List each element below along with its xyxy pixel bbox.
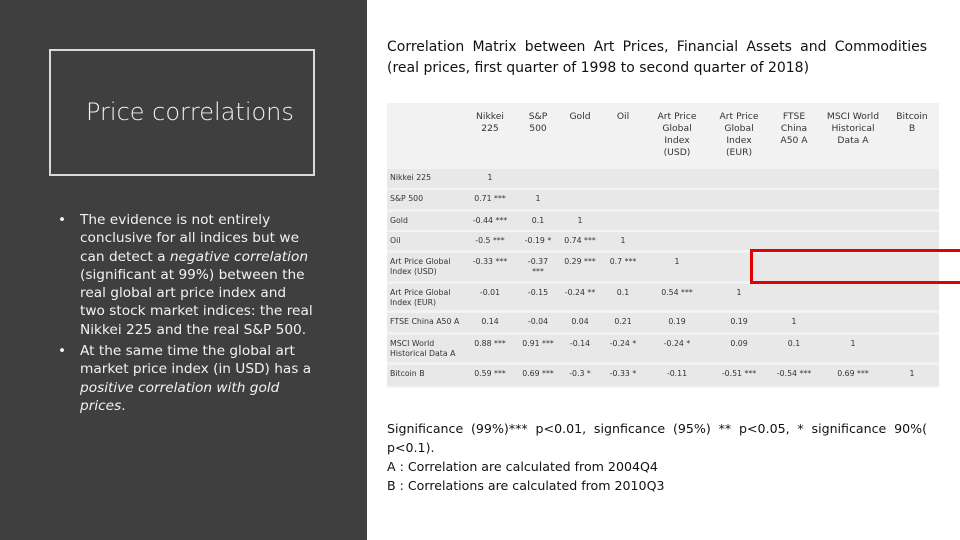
column-header: MSCI World Historical Data A	[826, 111, 880, 146]
row-label: FTSE China A50 A	[390, 317, 460, 326]
table-cell: 0.1	[531, 216, 545, 225]
table-cell: 0.69 ***	[522, 369, 554, 378]
bullet-2-emphasis: positive correlation with gold prices	[80, 379, 280, 414]
table-cell: 1	[487, 173, 493, 182]
title-frame	[49, 49, 315, 176]
table-cell: 0.71 ***	[474, 194, 506, 203]
table-cell: -0.19 *	[524, 236, 552, 245]
table-cell: 0.59 ***	[474, 369, 506, 378]
column-header: Bitcoin B	[896, 111, 928, 134]
row-label: Oil	[390, 236, 401, 245]
table-cell: -0.11	[666, 369, 688, 378]
table-cell: 1	[674, 257, 680, 266]
row-label: Nikkei 225	[390, 173, 432, 182]
table-cell: -0.37 ***	[527, 257, 549, 276]
table-cell: -0.33 ***	[472, 257, 508, 266]
table-cell: 0.04	[571, 317, 589, 326]
table-cell: 1	[620, 236, 626, 245]
bullet-2-text-a: At the same time the global art market price index (in USD) has a	[80, 343, 312, 378]
table-cell: 0.91 ***	[522, 339, 554, 348]
bullet-item-1	[55, 211, 315, 339]
bullet-1-text-a: The evidence is not entirely conclusive for all indices but we can detect a	[80, 212, 299, 265]
slide-title: Price correlations	[86, 98, 294, 126]
table-cell: -0.24 **	[564, 288, 596, 297]
row-label: MSCI World Historical Data A	[390, 339, 456, 358]
bullet-list	[55, 211, 315, 418]
column-header: Art Price Global Index (USD)	[657, 111, 697, 158]
column-header: Nikkei 225	[476, 111, 504, 134]
row-label: Art Price Global Index (USD)	[390, 257, 451, 276]
table-cell: -0.15	[527, 288, 549, 297]
table-cell: 0.19	[668, 317, 686, 326]
bullet-1-emphasis: negative correlation	[169, 248, 309, 265]
table-cell: 0.69 ***	[837, 369, 869, 378]
column-header: Art Price Global Index (EUR)	[719, 111, 759, 158]
note-b: B : Correlations are calculated from 2010Q3	[387, 478, 665, 493]
table-cell: 1	[909, 369, 915, 378]
table-cell: -0.33 *	[609, 369, 637, 378]
table-cell: 0.74 ***	[564, 236, 596, 245]
table-cell: -0.5 ***	[475, 236, 505, 245]
table-cell: 1	[577, 216, 583, 225]
note-a: A : Correlation are calculated from 2004Q4	[387, 459, 658, 474]
row-label: Gold	[390, 216, 408, 225]
table-cell: 0.29 ***	[564, 257, 596, 266]
table-cell: 1	[736, 288, 742, 297]
column-header: Gold	[569, 111, 591, 122]
row-label: Bitcoin B	[390, 369, 425, 378]
table-notes	[387, 419, 927, 495]
right-panel	[367, 0, 960, 540]
table-cell: 0.54 ***	[661, 288, 693, 297]
row-label: S&P 500	[390, 194, 424, 203]
row-label: Art Price Global Index (EUR)	[390, 288, 451, 307]
bullet-2-text-b: .	[121, 397, 126, 414]
table-cell: 0.21	[614, 317, 632, 326]
table-cell: -0.54 ***	[776, 369, 812, 378]
highlight-box	[750, 249, 960, 284]
table-cell: 1	[535, 194, 541, 203]
table-cell: 0.7 ***	[609, 257, 637, 266]
left-panel	[0, 0, 367, 540]
table-heading: Correlation Matrix between Art Prices, Financial Assets and Commodities (real prices, first quarter of 1998 to second quarter of 2018)	[387, 39, 927, 76]
column-header: FTSE China A50 A	[780, 111, 808, 146]
correlation-table	[387, 103, 939, 388]
table-cell: -0.3 *	[569, 369, 591, 378]
table-cell: 0.88 ***	[474, 339, 506, 348]
table-cell: -0.01	[479, 288, 501, 297]
bullet-item-2	[55, 342, 315, 415]
table-cell: 0.1	[616, 288, 630, 297]
table-cell: -0.14	[569, 339, 591, 348]
column-header: Oil	[616, 111, 630, 122]
table-cell: 0.14	[481, 317, 499, 326]
bullet-1-text-b: (significant at 99%) between the real global art price index and two stock market indices: the real Nikkei 225 and the real S&P 500.	[80, 266, 313, 338]
table-cell: -0.24 *	[609, 339, 637, 348]
table-cell: 0.09	[730, 339, 748, 348]
table-cell: 1	[850, 339, 856, 348]
table-cell: 0.1	[787, 339, 801, 348]
significance-note: Significance (99%)*** p<0.01, signficance (95%) ** p<0.05, * significance 90%( p<0.1).	[387, 421, 927, 455]
column-header: S&P 500	[528, 111, 548, 134]
table-cell: -0.04	[527, 317, 549, 326]
table-cell: -0.51 ***	[721, 369, 757, 378]
table-cell: 1	[791, 317, 797, 326]
table-cell: -0.24 *	[663, 339, 691, 348]
table-cell: -0.44 ***	[472, 216, 508, 225]
table-cell: 0.19	[730, 317, 748, 326]
